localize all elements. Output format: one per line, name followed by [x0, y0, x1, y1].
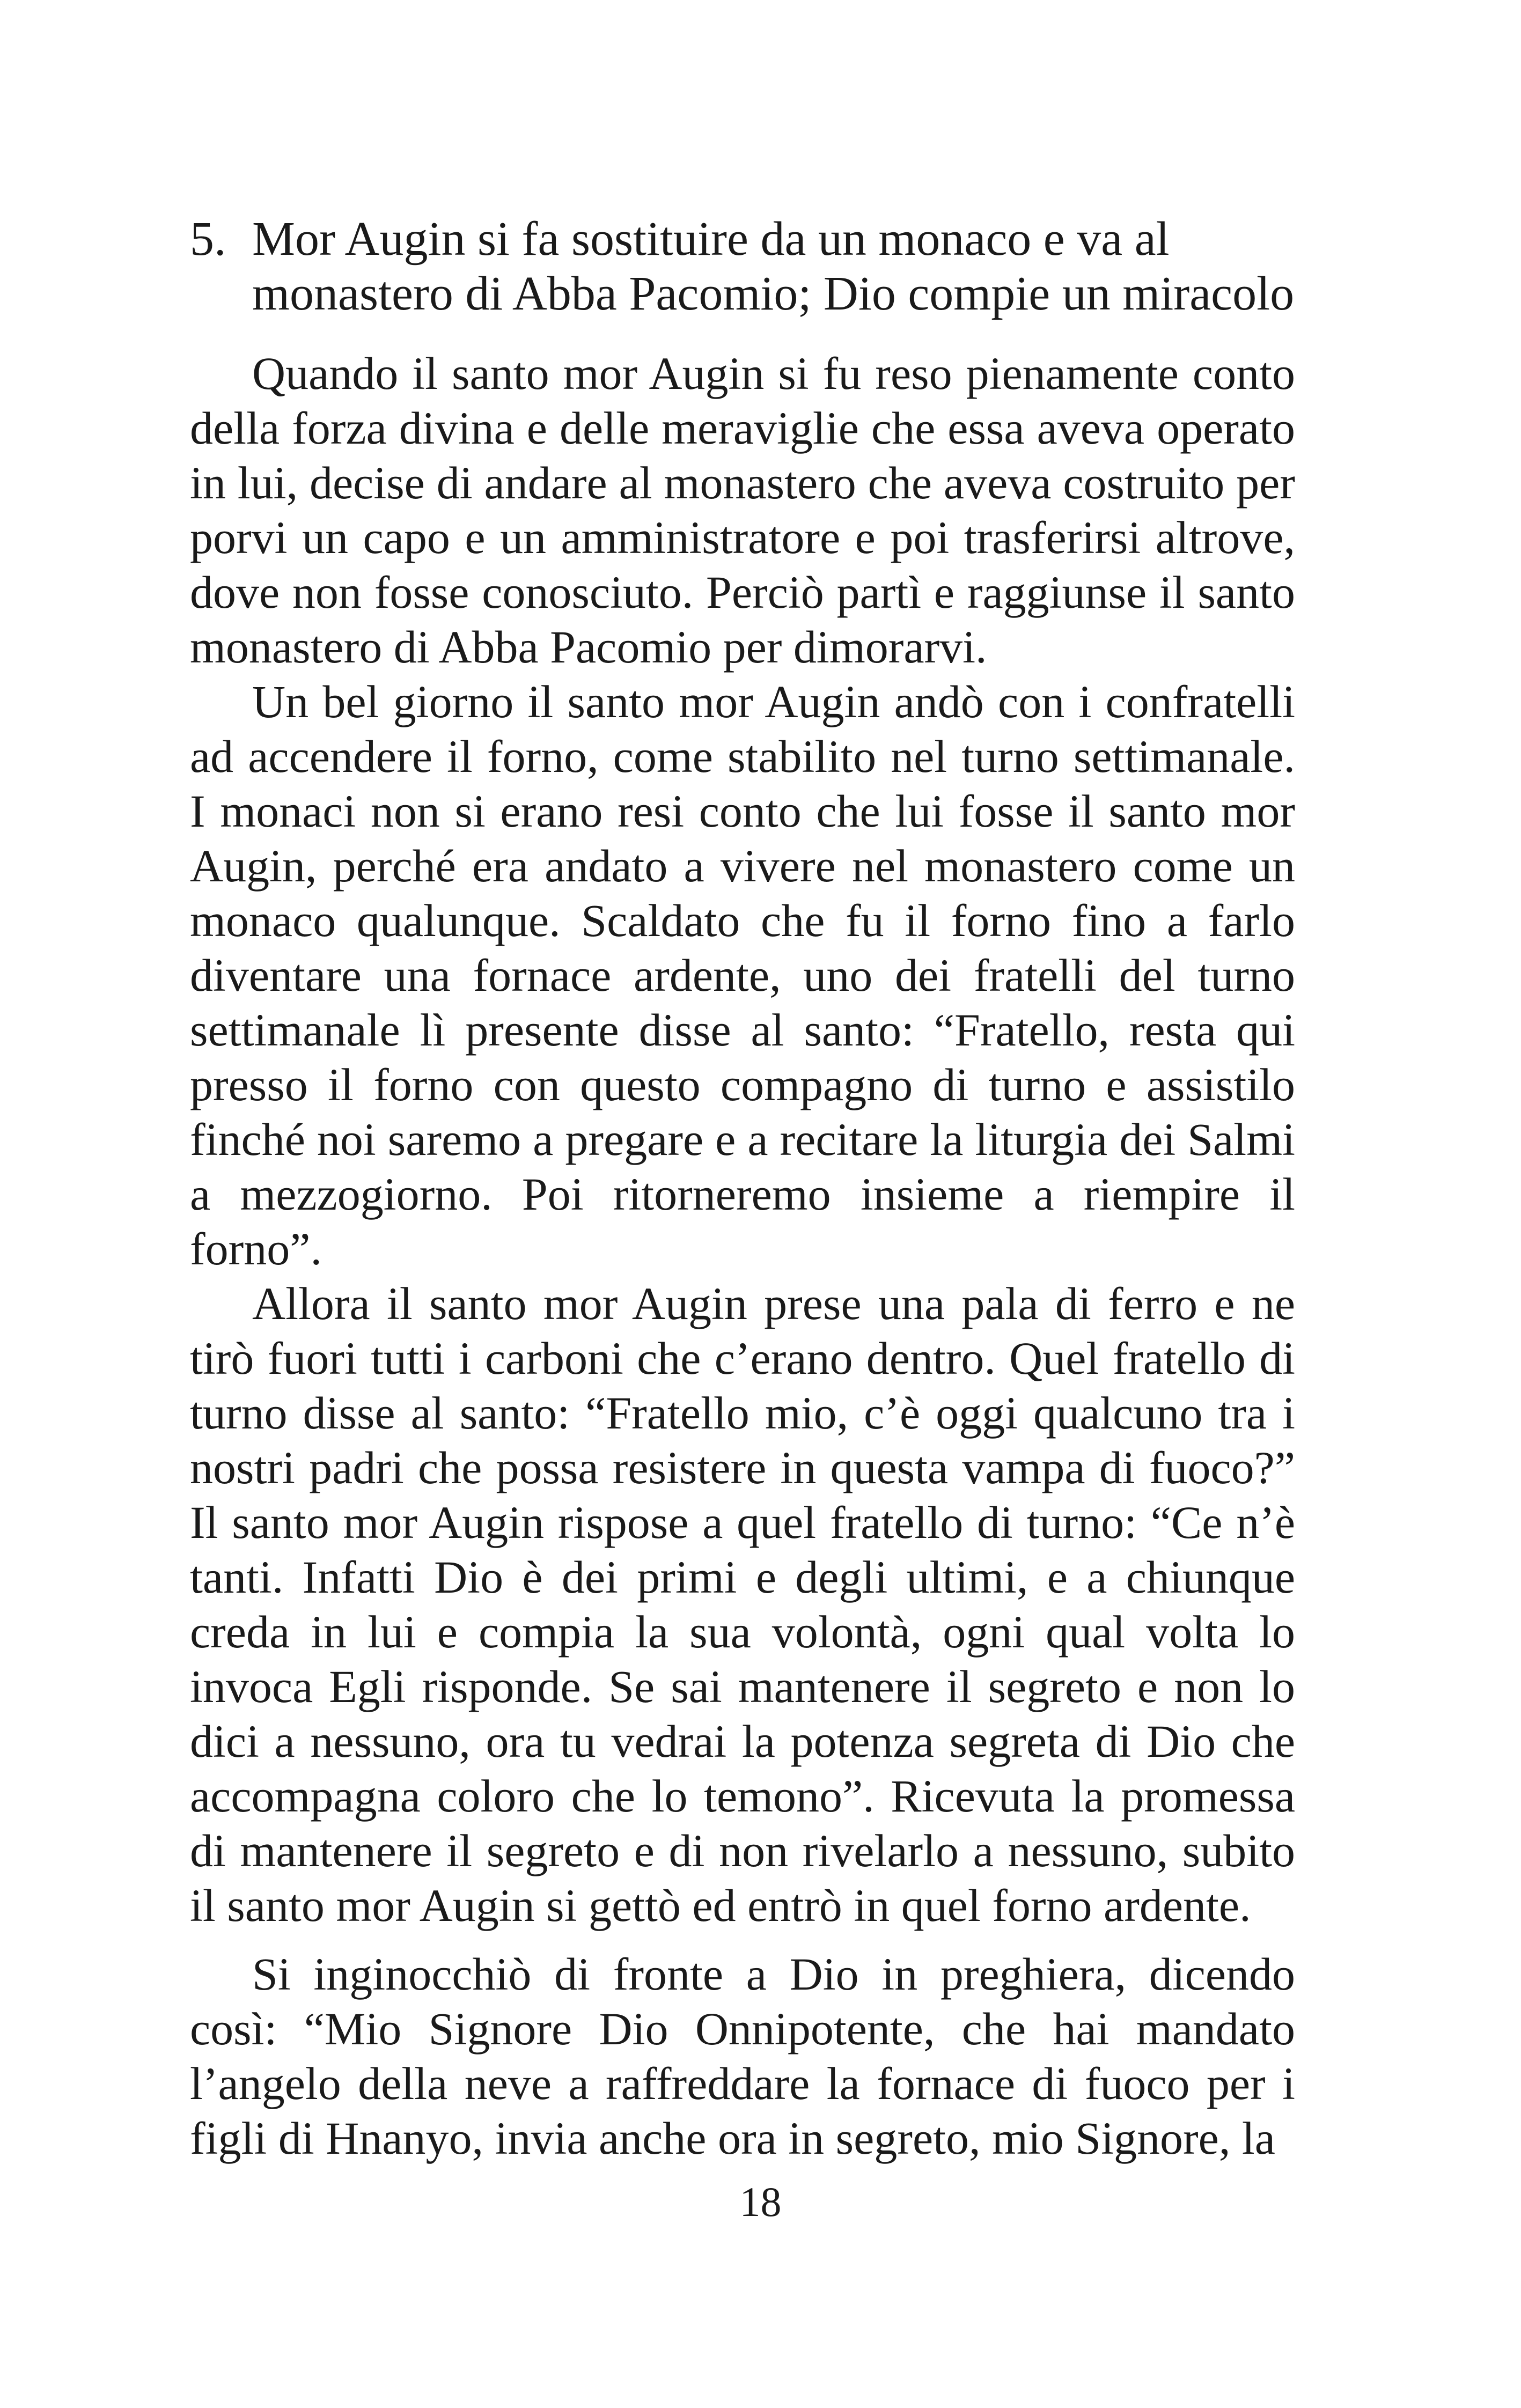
paragraph: Quando il santo mor Augin si fu reso pienamente conto della forza divina e delle meraviglie che essa aveva operato in lui, decise di andare al monastero che aveva costruito per porvi un capo e un amministratore e poi trasferirsi altrove, dove non fosse conosciuto. Perciò partì e raggiunse il santo monastero di Abba Pacomio per dimorarvi. — [190, 348, 1295, 673]
paragraph: Un bel giorno il santo mor Augin andò con i confratelli ad accendere il forno, come stabilito nel turno settimanale. I monaci non si erano resi conto che lui fosse il santo mor Augin, perché era andato a vivere nel monastero come un monaco qualunque. Scaldato che fu il forno fino a farlo diventare una fornace ardente, uno dei fratelli del turno settimanale lì presente disse al santo: “Fratello, resta qui presso il forno con questo compagno di turno e assistilo finché noi saremo a pregare e a recitare la liturgia dei Salmi a mezzogiorno. Poi ritorneremo insieme a riempire il forno”. — [190, 676, 1295, 1275]
section-heading — [190, 212, 1295, 321]
section-title: Mor Augin si fa sostituire da un monaco e va al monastero di Abba Pacomio; Dio compie un miracolo — [252, 212, 1295, 320]
page-number: 18 — [739, 2178, 782, 2225]
page-body — [190, 212, 1295, 2166]
section-number: 5. — [190, 212, 226, 266]
paragraph: Si inginocchiò di fronte a Dio in preghiera, dicendo così: “Mio Signore Dio Onnipotente, che hai mandato l’angelo della neve a raffreddare la fornace di fuoco per i figli di Hnanyo, invia anche ora in segreto, mio Signore, la — [190, 1948, 1295, 2164]
paragraph: Allora il santo mor Augin prese una pala di ferro e ne tirò fuori tutti i carboni che c’erano dentro. Quel fratello di turno disse al santo: “Fratello mio, c’è oggi qualcuno tra i nostri padri che possa resistere in questa vampa di fuoco?” Il santo mor Augin rispose a quel fratello di turno: “Ce n’è tanti. Infatti Dio è dei primi e degli ultimi, e a chiunque creda in lui e compia la sua volontà, ogni qual volta lo invoca Egli risponde. Se sai mantenere il segreto e non lo dici a nessuno, ora tu vedrai la potenza segreta di Dio che accompagna coloro che lo temono”. Ricevuta la promessa di mantenere il segreto e di non rivelarlo a nessuno, subito il santo mor Augin si gettò ed entrò in quel forno ardente. — [190, 1278, 1295, 1931]
